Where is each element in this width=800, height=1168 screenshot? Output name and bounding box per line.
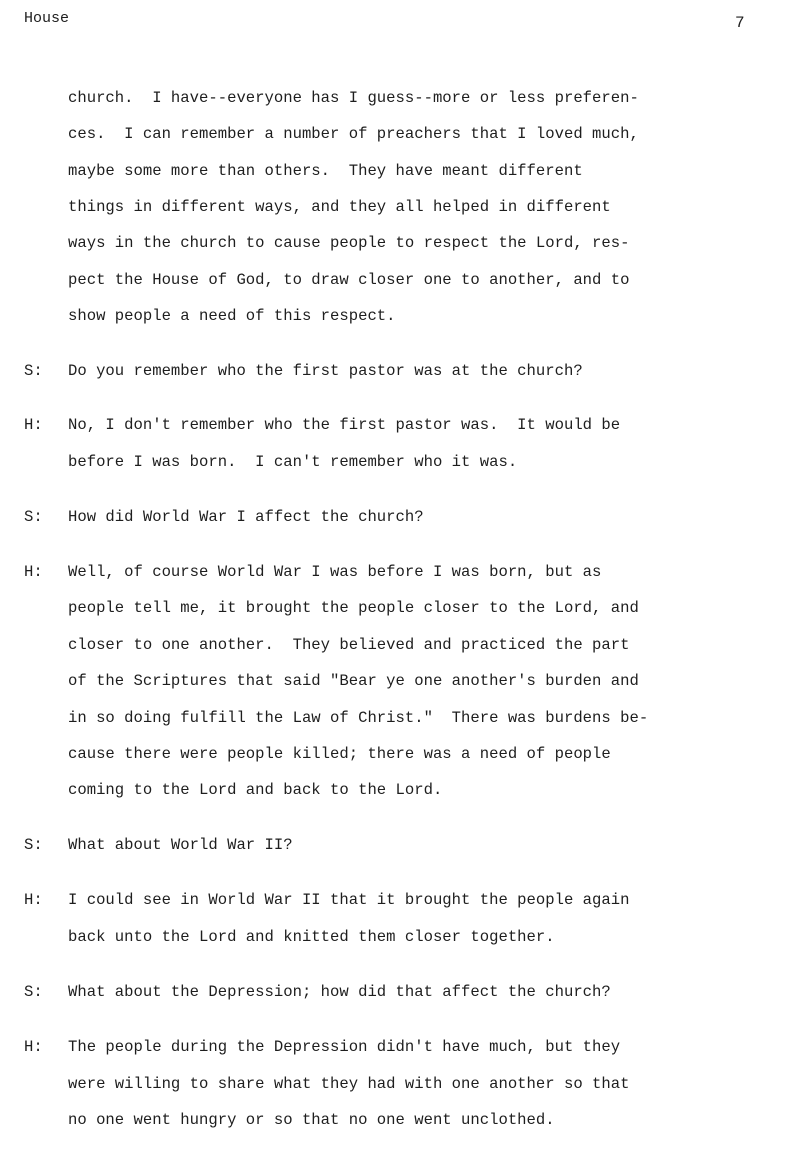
text-line: Well, of course World War I was before I was born, but as [68, 563, 602, 581]
text-line: cause there were people killed; there was a need of people [68, 745, 611, 763]
text-line: Do you remember who the first pastor was at the church? [68, 362, 583, 380]
text-line: The people during the Depression didn't have much, but they [68, 1038, 621, 1056]
speaker-label: H: [24, 416, 43, 434]
speaker-label: H: [24, 891, 43, 909]
text-line: What about World War II? [68, 836, 293, 854]
text-line: maybe some more than others. They have meant different [68, 162, 583, 180]
text-line: church. I have--everyone has I guess--more or less preferen- [68, 89, 639, 107]
text-line: ces. I can remember a number of preachers that I loved much, [68, 125, 639, 143]
text-line: show people a need of this respect. [68, 307, 396, 325]
speaker-label: H: [24, 1038, 43, 1056]
text-line: pect the House of God, to draw closer one to another, and to [68, 271, 630, 289]
speaker-label: S: [24, 836, 43, 854]
text-line: coming to the Lord and back to the Lord. [68, 781, 443, 799]
speaker-label: S: [24, 362, 43, 380]
text-line: no one went hungry or so that no one went unclothed. [68, 1111, 555, 1129]
text-line: people tell me, it brought the people closer to the Lord, and [68, 599, 639, 617]
header-title: House [24, 10, 70, 27]
text-line: closer to one another. They believed and practiced the part [68, 636, 630, 654]
text-line: in so doing fulfill the Law of Christ." There was burdens be- [68, 709, 649, 727]
text-line: I could see in World War II that it brought the people again [68, 891, 630, 909]
text-line: No, I don't remember who the first pastor was. It would be [68, 416, 621, 434]
text-line: back unto the Lord and knitted them closer together. [68, 928, 555, 946]
text-line: ways in the church to cause people to respect the Lord, res- [68, 234, 630, 252]
text-line: What about the Depression; how did that affect the church? [68, 983, 611, 1001]
text-line: things in different ways, and they all helped in different [68, 198, 611, 216]
speaker-label: S: [24, 508, 43, 526]
speaker-label: S: [24, 983, 43, 1001]
speaker-label: H: [24, 563, 43, 581]
text-line: before I was born. I can't remember who it was. [68, 453, 518, 471]
text-line: of the Scriptures that said "Bear ye one another's burden and [68, 672, 639, 690]
page-number: 7 [735, 14, 745, 32]
text-line: How did World War I affect the church? [68, 508, 424, 526]
text-line: were willing to share what they had with one another so that [68, 1075, 630, 1093]
